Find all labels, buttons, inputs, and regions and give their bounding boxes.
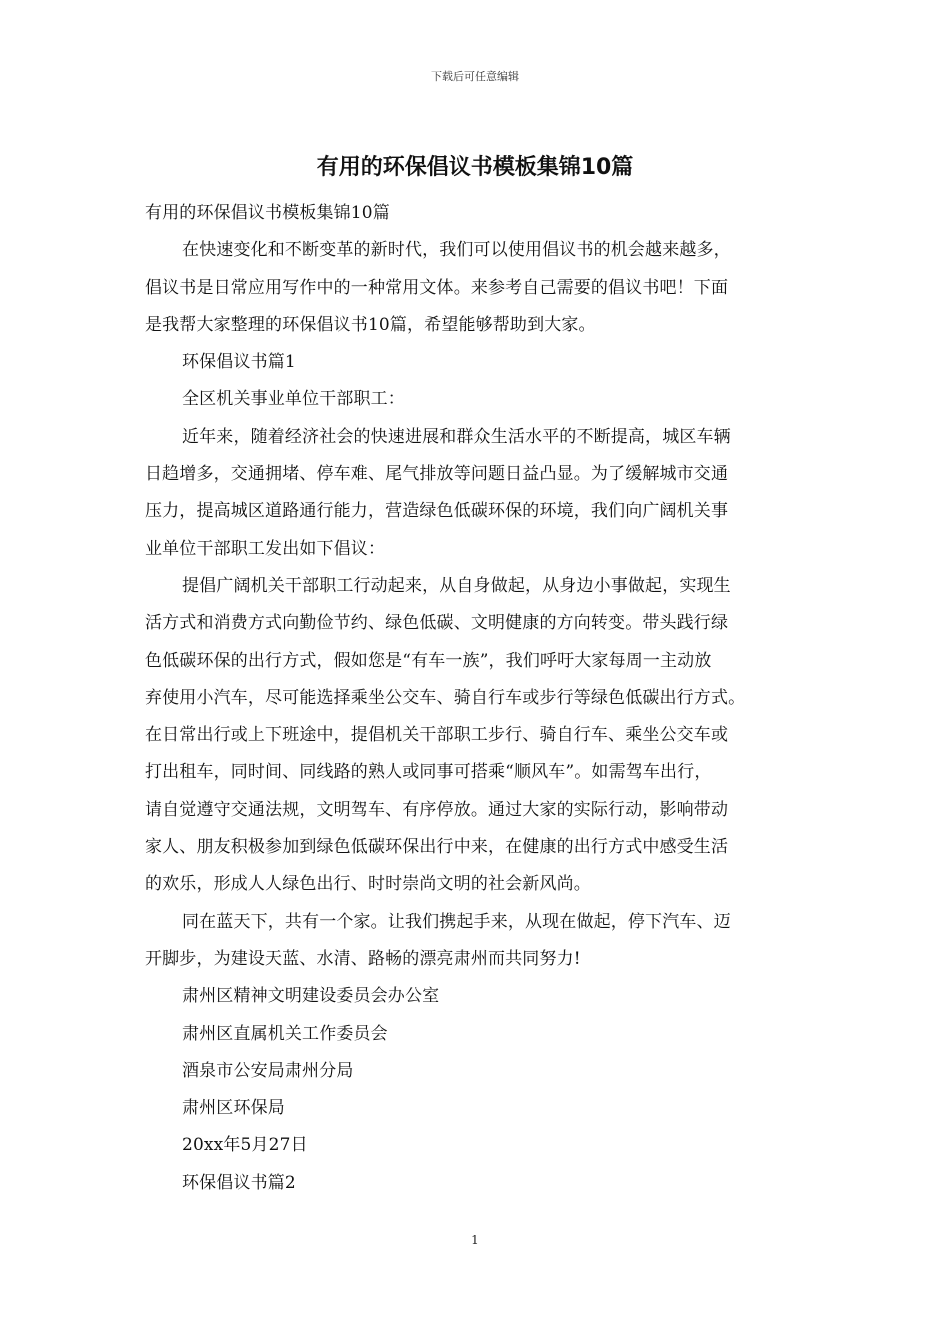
signatory-line: 肃州区精神文明建设委员会办公室 bbox=[182, 986, 440, 1007]
subtitle-line: 有用的环保倡议书模板集锦10篇 bbox=[145, 203, 390, 223]
body-paragraph-line: 业单位干部职工发出如下倡议： bbox=[145, 538, 386, 559]
page-number: 1 bbox=[471, 1233, 479, 1247]
section-heading: 环保倡议书篇2 bbox=[182, 1172, 296, 1193]
section-heading: 环保倡议书篇1 bbox=[182, 352, 296, 373]
body-paragraph-line: 开脚步，为建设天蓝、水清、路畅的漂亮肃州而共同努力! bbox=[145, 948, 581, 969]
body-paragraph-line: 的欢乐，形成人人绿色出行、时时崇尚文明的社会新风尚。 bbox=[145, 874, 591, 895]
body-paragraph-line: 活方式和消费方式向勤俭节约、绿色低碳、文明健康的方向转变。带头践行绿 bbox=[145, 613, 729, 634]
date-line: 20xx年5月27日 bbox=[182, 1135, 308, 1156]
body-paragraph-line: 日趋增多，交通拥堵、停车难、尾气排放等问题日益凸显。为了缓解城市交通 bbox=[145, 464, 729, 485]
signatory-line: 肃州区环保局 bbox=[182, 1098, 285, 1119]
signatory-line: 酒泉市公安局肃州分局 bbox=[182, 1060, 354, 1081]
intro-paragraph-line: 倡议书是日常应用写作中的一种常用文体。来参考自己需要的倡议书吧！下面 bbox=[145, 277, 729, 298]
header-note: 下载后可任意编辑 bbox=[431, 70, 519, 83]
body-paragraph-line: 同在蓝天下，共有一个家。让我们携起手来，从现在做起，停下汽车、迈 bbox=[182, 911, 731, 932]
body-paragraph-line: 打出租车，同时间、同线路的熟人或同事可搭乘“顺风车”。如需驾车出行， bbox=[145, 762, 712, 783]
signatory-line: 肃州区直属机关工作委员会 bbox=[182, 1023, 388, 1044]
document-body bbox=[145, 195, 813, 1202]
body-paragraph-line: 弃使用小汽车，尽可能选择乘坐公交车、骑自行车或步行等绿色低碳出行方式。 bbox=[145, 687, 746, 708]
salutation: 全区机关事业单位干部职工： bbox=[182, 389, 405, 410]
body-paragraph-line: 家人、朋友积极参加到绿色低碳环保出行中来，在健康的出行方式中感受生活 bbox=[145, 837, 729, 858]
document-title: 有用的环保倡议书模板集锦10篇 bbox=[316, 155, 634, 180]
body-paragraph-line: 近年来，随着经济社会的快速进展和群众生活水平的不断提高，城区车辆 bbox=[182, 426, 731, 447]
body-paragraph-line: 色低碳环保的出行方式，假如您是“有车一族”，我们呼吁大家每周一主动放 bbox=[145, 650, 712, 671]
intro-paragraph-line: 是我帮大家整理的环保倡议书10篇，希望能够帮助到大家。 bbox=[145, 314, 596, 335]
intro-paragraph-line: 在快速变化和不断变革的新时代，我们可以使用倡议书的机会越来越多， bbox=[182, 240, 731, 261]
body-paragraph-line: 在日常出行或上下班途中，提倡机关干部职工步行、骑自行车、乘坐公交车或 bbox=[145, 725, 729, 746]
body-paragraph-line: 请自觉遵守交通法规，文明驾车、有序停放。通过大家的实际行动，影响带动 bbox=[145, 799, 729, 820]
body-paragraph-line: 压力，提高城区道路通行能力，营造绿色低碳环保的环境，我们向广阔机关事 bbox=[145, 501, 729, 522]
body-paragraph-line: 提倡广阔机关干部职工行动起来，从自身做起，从身边小事做起，实现生 bbox=[182, 575, 731, 596]
